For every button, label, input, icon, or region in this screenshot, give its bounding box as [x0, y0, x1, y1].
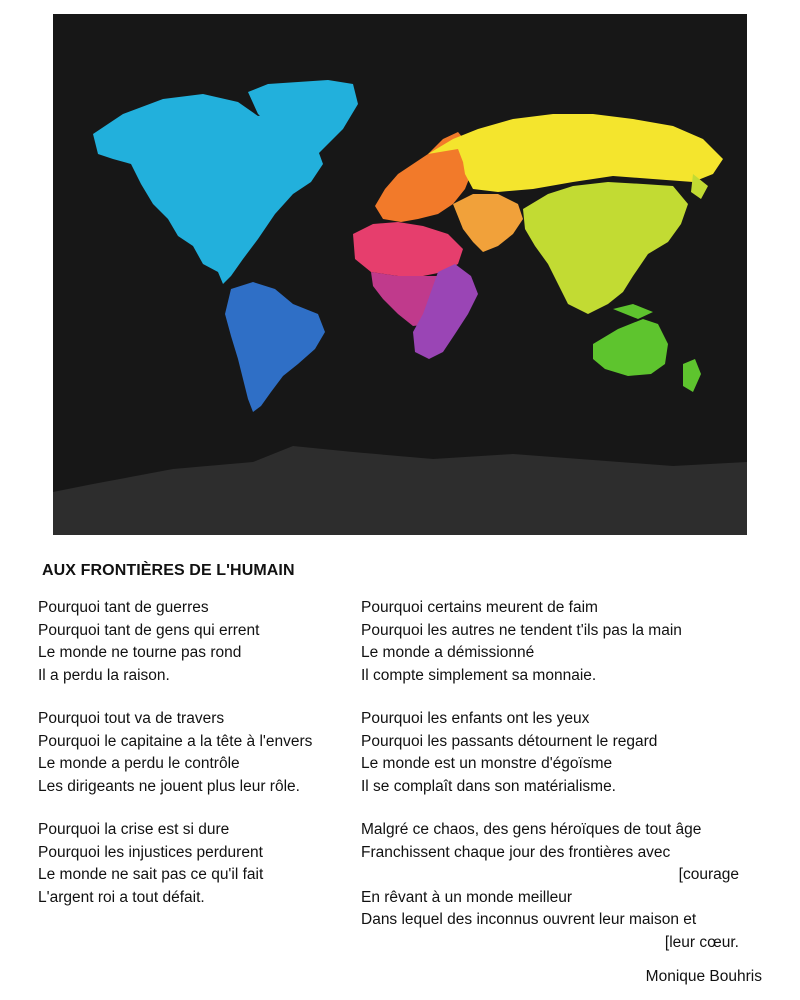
poem-line: Le monde ne sait pas ce qu'il fait: [38, 866, 264, 883]
stanza: [361, 708, 761, 798]
poem-line: Il compte simplement sa monnaie.: [361, 666, 597, 684]
poem-line: En rêvant à un monde meilleur: [361, 888, 573, 906]
poem-line: Pourquoi la crise est si dure: [38, 821, 230, 838]
stanza: [361, 819, 761, 954]
stanza: [38, 597, 358, 687]
poem-line: Le monde a démissionné: [361, 644, 535, 661]
poem-right-column: [361, 597, 761, 975]
stanza: [38, 708, 358, 798]
poem-line: Pourquoi les injustices perdurent: [38, 843, 263, 861]
poem-line: L'argent roi a tout défait.: [38, 888, 205, 906]
poem-line: Les dirigeants ne jouent plus leur rôle.: [38, 777, 300, 795]
poem-line: Le monde est un monstre d'égoïsme: [361, 755, 613, 772]
poem-line: Pourquoi les enfants ont les yeux: [361, 710, 590, 727]
poem-line: Pourquoi les passants détournent le regard: [361, 732, 658, 750]
poem-line: Il se complaît dans son matérialisme.: [361, 777, 616, 795]
poem-line: Malgré ce chaos, des gens héroïques de tout âge: [361, 821, 702, 838]
poem-left-column: [38, 597, 358, 930]
poem-line: Pourquoi tant de guerres: [38, 599, 209, 616]
poem-line: [courage: [678, 866, 739, 883]
poem-line: Pourquoi le capitaine a la tête à l'envers: [38, 732, 313, 750]
stanza: [38, 819, 358, 909]
poem-line: Pourquoi certains meurent de faim: [361, 599, 598, 616]
stanza: [361, 597, 761, 687]
poem-line: Dans lequel des inconnus ouvrent leur maison et: [361, 911, 697, 928]
poem-line: Il a perdu la raison.: [38, 666, 170, 684]
poem-line: Pourquoi les autres ne tendent t'ils pas la main: [361, 621, 682, 639]
poem-line: Pourquoi tout va de travers: [38, 710, 225, 727]
poem-title: AUX FRONTIÈRES DE L'HUMAIN: [42, 562, 295, 579]
poem-author: Monique Bouhris: [645, 968, 762, 985]
poem-line: [leur cœur.: [664, 933, 739, 951]
poem-line: Le monde ne tourne pas rond: [38, 644, 242, 661]
world-map: [53, 14, 747, 535]
poem-line: Pourquoi tant de gens qui errent: [38, 621, 260, 639]
poem-line: Franchissent chaque jour des frontières avec: [361, 843, 671, 861]
poem-line: Le monde a perdu le contrôle: [38, 755, 240, 772]
